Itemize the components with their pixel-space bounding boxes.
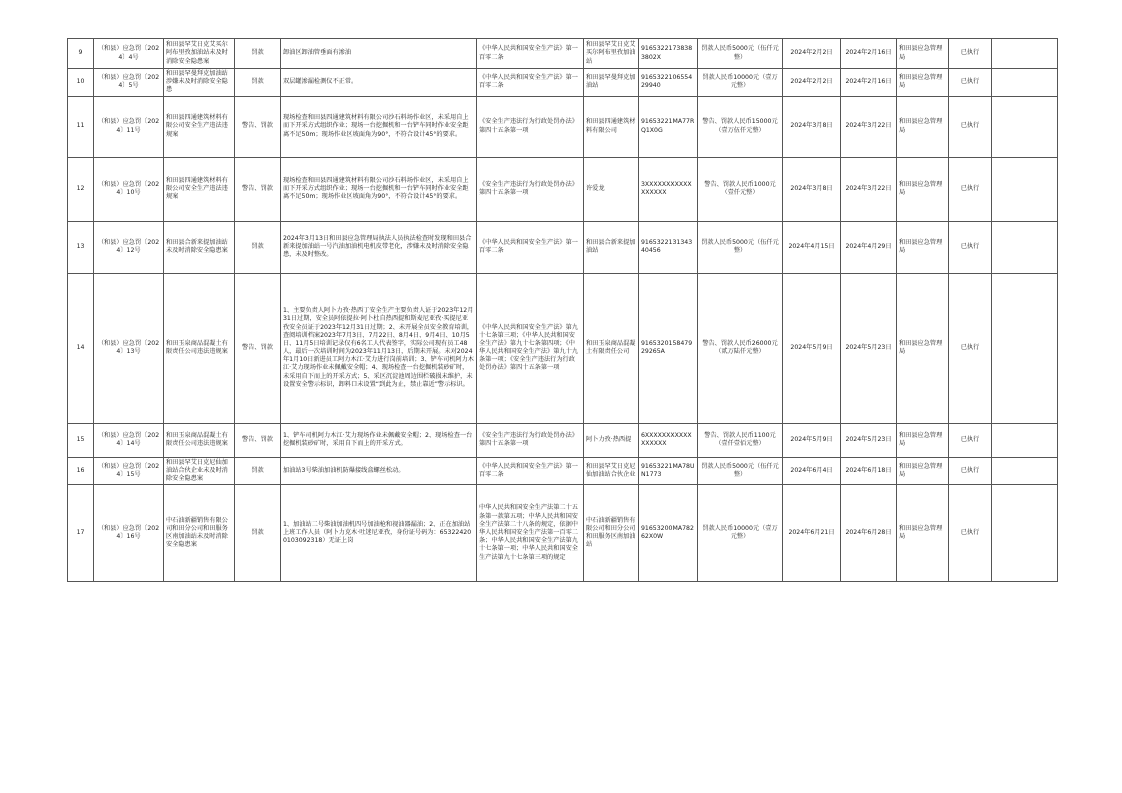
violation-facts: 卸油区卸油管垂面有渗油 bbox=[281, 39, 477, 69]
violation-facts: 2024年3月13日和田县应急管理局执法人员执法检查时发现和田县合新来提加油站一号汽油加油机电机皮带老化，涉嫌未及时消除安全隐患，未及时整改。 bbox=[281, 221, 477, 273]
remarks bbox=[992, 273, 1058, 423]
party-name: 阿卜力孜·热西提 bbox=[584, 423, 639, 457]
execution-status: 已执行 bbox=[949, 457, 992, 485]
table-row bbox=[68, 39, 1058, 69]
legal-basis: 中华人民共和国安全生产法第二十五条第一款第五项；中华人民共和国安全生产法第二十八条的规定，依据中华人民共和国安全生产法第一百零二条；中华人民共和国安全生产法第九十七条第一项；中华人民共和国安全生产法第九十七条第三项的规定 bbox=[477, 485, 584, 582]
case-name: 和田县四通建筑材料有限公司安全生产违法违规案 bbox=[164, 96, 235, 157]
party-name: 和田县罕曼拜克加油站 bbox=[584, 69, 639, 97]
row-number: 14 bbox=[68, 273, 94, 423]
violation-facts: 加油站3号柴油加油机防爆接线盒螺丝松动。 bbox=[281, 457, 477, 485]
credit-code: 916532210655429940 bbox=[639, 69, 698, 97]
table-row bbox=[68, 457, 1058, 485]
penalty-type: 罚款 bbox=[235, 485, 281, 582]
violation-facts: 现场检查和田县四通建筑材料有限公司沙石料场作业区，未采用自上而下开采方式组织作业；现场一台挖掘机和一台铲车同时作业安全距离不足50m；现场作业区坡面角为90°，不符合设计45°的要求。 bbox=[281, 157, 477, 221]
violation-facts: 1、加油站二号柴油加油机四号加油枪和视油器漏油；2、正在加油站上班工作人员（阿卜力克木·吐迷尼亚孜，身份证号码为：653224200103092318）无证上岗 bbox=[281, 485, 477, 582]
execution-status: 已执行 bbox=[949, 96, 992, 157]
penalty-table bbox=[67, 38, 1058, 582]
penalty-content: 警告、罚款人民币1100元（壹仟壹佰元整） bbox=[698, 423, 783, 457]
decision-organ: 和田县应急管理局 bbox=[897, 39, 949, 69]
legal-basis: 《中华人民共和国安全生产法》第一百零二条 bbox=[477, 221, 584, 273]
credit-code: 3XXXXXXXXXXXXXXXXX bbox=[639, 157, 698, 221]
decision-date: 2024年4月15日 bbox=[783, 221, 841, 273]
row-number: 12 bbox=[68, 157, 94, 221]
decision-organ: 和田县应急管理局 bbox=[897, 221, 949, 273]
case-name: 和田县合新来提加油站未及时消除安全隐患案 bbox=[164, 221, 235, 273]
document-number: （和县）应急罚〔2024〕13号 bbox=[94, 273, 164, 423]
case-name: 和田玉泉商品混凝土有限责任公司违法违规案 bbox=[164, 273, 235, 423]
document-number: （和县）应急罚〔2024〕11号 bbox=[94, 96, 164, 157]
remarks bbox=[992, 423, 1058, 457]
penalty-content: 罚款人民币5000元（伍仟元整） bbox=[698, 457, 783, 485]
decision-date: 2024年5月9日 bbox=[783, 423, 841, 457]
table-row bbox=[68, 485, 1058, 582]
party-name: 和田县四通建筑材料有限公司 bbox=[584, 96, 639, 157]
legal-basis: 《安全生产违法行为行政处罚办法》第四十五条第一项 bbox=[477, 96, 584, 157]
decision-date: 2024年3月8日 bbox=[783, 157, 841, 221]
credit-code: 916532015847929265A bbox=[639, 273, 698, 423]
table-row bbox=[68, 273, 1058, 423]
legal-basis: 《中华人民共和国安全生产法》第一百零二条 bbox=[477, 457, 584, 485]
credit-code: 91653221738383802X bbox=[639, 39, 698, 69]
row-number: 13 bbox=[68, 221, 94, 273]
row-number: 11 bbox=[68, 96, 94, 157]
public-date: 2024年2月16日 bbox=[841, 69, 897, 97]
legal-basis: 《中华人民共和国安全生产法》第一百零二条 bbox=[477, 39, 584, 69]
table-row bbox=[68, 423, 1058, 457]
violation-facts: 现场检查和田县四通建筑材料有限公司沙石料场作业区，未采用自上而下开采方式组织作业；现场一台挖掘机和一台铲车同时作业安全距离不足50m；现场作业区坡面角为90°，不符合设计45°的要求。 bbox=[281, 96, 477, 157]
decision-organ: 和田县应急管理局 bbox=[897, 69, 949, 97]
execution-status: 已执行 bbox=[949, 157, 992, 221]
remarks bbox=[992, 157, 1058, 221]
penalty-type: 警告、罚款 bbox=[235, 423, 281, 457]
table-row bbox=[68, 221, 1058, 273]
execution-status: 已执行 bbox=[949, 423, 992, 457]
public-date: 2024年6月28日 bbox=[841, 485, 897, 582]
case-name: 和田县四通建筑材料有限公司安全生产违法违规案 bbox=[164, 157, 235, 221]
case-name: 和田县罕艾日克尼仙加油站合伙企业未及时消除安全隐患案 bbox=[164, 457, 235, 485]
decision-date: 2024年6月4日 bbox=[783, 457, 841, 485]
penalty-type: 警告、罚款 bbox=[235, 157, 281, 221]
decision-date: 2024年5月9日 bbox=[783, 273, 841, 423]
execution-status: 已执行 bbox=[949, 221, 992, 273]
decision-organ: 和田县应急管理局 bbox=[897, 157, 949, 221]
party-name: 和田县合新来提加油站 bbox=[584, 221, 639, 273]
case-name: 和田县罕曼拜克加油站涉嫌未及时消除安全隐患 bbox=[164, 69, 235, 97]
document-number: （和县）应急罚〔2024〕4号 bbox=[94, 39, 164, 69]
party-name: 和田县罕艾日克尼仙加油站合伙企业 bbox=[584, 457, 639, 485]
case-name: 中石油新疆销售有限公司和田分公司和田服务区南加油站未及时消除安全隐患案 bbox=[164, 485, 235, 582]
legal-basis: 《中华人民共和国安全生产法》第一百零二条 bbox=[477, 69, 584, 97]
case-name: 和田县罕艾日克艾买尔阿布里孜加油站未及时消除安全隐患案 bbox=[164, 39, 235, 69]
penalty-type: 警告、罚款 bbox=[235, 273, 281, 423]
credit-code: 6XXXXXXXXXXXXXXXXX bbox=[639, 423, 698, 457]
party-name: 和田县罕艾日克艾买尔阿布里孜加油站 bbox=[584, 39, 639, 69]
remarks bbox=[992, 457, 1058, 485]
remarks bbox=[992, 96, 1058, 157]
penalty-type: 警告、罚款 bbox=[235, 96, 281, 157]
public-date: 2024年6月18日 bbox=[841, 457, 897, 485]
decision-date: 2024年2月2日 bbox=[783, 69, 841, 97]
case-name: 和田玉泉商品混凝土有限责任公司违法违规案 bbox=[164, 423, 235, 457]
credit-code: 91653200MA78262X0W bbox=[639, 485, 698, 582]
penalty-content: 警告、罚款人民币26000元（贰万陆仟元整） bbox=[698, 273, 783, 423]
penalty-content: 警告、罚款人民币1000元（壹仟元整） bbox=[698, 157, 783, 221]
decision-date: 2024年2月2日 bbox=[783, 39, 841, 69]
public-date: 2024年3月22日 bbox=[841, 96, 897, 157]
execution-status: 已执行 bbox=[949, 273, 992, 423]
credit-code: 916532213134340456 bbox=[639, 221, 698, 273]
credit-code: 91653221MA78UN1773 bbox=[639, 457, 698, 485]
penalty-type: 罚款 bbox=[235, 69, 281, 97]
table-row bbox=[68, 96, 1058, 157]
penalty-content: 罚款人民币10000元（壹万元整） bbox=[698, 69, 783, 97]
execution-status: 已执行 bbox=[949, 39, 992, 69]
public-date: 2024年5月23日 bbox=[841, 273, 897, 423]
decision-organ: 和田县应急管理局 bbox=[897, 457, 949, 485]
row-number: 15 bbox=[68, 423, 94, 457]
public-date: 2024年3月22日 bbox=[841, 157, 897, 221]
document-number: （和县）应急罚〔2024〕16号 bbox=[94, 485, 164, 582]
party-name: 和田玉泉商品混凝土有限责任公司 bbox=[584, 273, 639, 423]
document-number: （和县）应急罚〔2024〕10号 bbox=[94, 157, 164, 221]
legal-basis: 《安全生产违法行为行政处罚办法》第四十五条第一项 bbox=[477, 423, 584, 457]
credit-code: 91653221MA77RQ1X0G bbox=[639, 96, 698, 157]
table-row bbox=[68, 69, 1058, 97]
penalty-type: 罚款 bbox=[235, 39, 281, 69]
decision-organ: 和田县应急管理局 bbox=[897, 485, 949, 582]
decision-date: 2024年3月8日 bbox=[783, 96, 841, 157]
remarks bbox=[992, 39, 1058, 69]
document-number: （和县）应急罚〔2024〕15号 bbox=[94, 457, 164, 485]
penalty-type: 罚款 bbox=[235, 221, 281, 273]
party-name: 许爱龙 bbox=[584, 157, 639, 221]
decision-organ: 和田县应急管理局 bbox=[897, 273, 949, 423]
document-number: （和县）应急罚〔2024〕14号 bbox=[94, 423, 164, 457]
penalty-content: 罚款人民币10000元（壹万元整） bbox=[698, 485, 783, 582]
public-date: 2024年5月23日 bbox=[841, 423, 897, 457]
decision-organ: 和田县应急管理局 bbox=[897, 96, 949, 157]
execution-status: 已执行 bbox=[949, 485, 992, 582]
document-number: （和县）应急罚〔2024〕5号 bbox=[94, 69, 164, 97]
public-date: 2024年4月29日 bbox=[841, 221, 897, 273]
remarks bbox=[992, 69, 1058, 97]
remarks bbox=[992, 485, 1058, 582]
penalty-content: 罚款人民币5000元（伍仟元整） bbox=[698, 39, 783, 69]
public-date: 2024年2月16日 bbox=[841, 39, 897, 69]
remarks bbox=[992, 221, 1058, 273]
row-number: 17 bbox=[68, 485, 94, 582]
penalty-content: 罚款人民币5000元（伍仟元整） bbox=[698, 221, 783, 273]
violation-facts: 1、铲车司机阿力木江·艾力现场作业未佩戴安全帽；2、现场检查一台挖掘机装砂矿时，采用自下而上的开采方式。 bbox=[281, 423, 477, 457]
row-number: 9 bbox=[68, 39, 94, 69]
violation-facts: 双层罐渗漏检测仪不正常。 bbox=[281, 69, 477, 97]
penalty-type: 罚款 bbox=[235, 457, 281, 485]
legal-basis: 《中华人民共和国安全生产法》第九十七条第三项；《中华人民共和国安全生产法》第九十七条第四项；《中华人民共和国安全生产法》第九十九条第一项；《安全生产违法行为行政处罚办法》第四十五条第一项 bbox=[477, 273, 584, 423]
decision-date: 2024年6月21日 bbox=[783, 485, 841, 582]
row-number: 10 bbox=[68, 69, 94, 97]
penalty-content: 警告、罚款人民币15000元（壹万伍仟元整） bbox=[698, 96, 783, 157]
row-number: 16 bbox=[68, 457, 94, 485]
legal-basis: 《安全生产违法行为行政处罚办法》第四十五条第一项 bbox=[477, 157, 584, 221]
decision-organ: 和田县应急管理局 bbox=[897, 423, 949, 457]
violation-facts: 1、主要负责人阿卜力孜·热西丁安全生产主要负责人证于2023年12月31日过期，安全员阿依提拉·阿卜杜自热西提和斯麦尼亚孜·买提尼亚孜安全员证于2023年12月31日过期；2、未开展全员安全教育培训，查阅培训档案2023年7月3日、7月22日、8月4日、9月4日、10月5日、11月5日培训记录仅有6名工人代表签字，实际公司现有员工48人，最后一次培训时间为2023年11月13日，后期未开展。未对2024年1月10日新进员工阿力木江·艾力进行岗前培训；3、铲车司机阿力木江·艾力现场作业未佩戴安全帽；4、现场检查一台挖掘机装砂矿时，未采用自下而上的开采方式；5、采区沉淀池周边围栏破损未维护，未设置安全警示标识，卸料口未设置“到此为止，禁止靠近”警示标识。 bbox=[281, 273, 477, 423]
party-name: 中石油新疆销售有限公司和田分公司和田服务区南加油站 bbox=[584, 485, 639, 582]
document-number: （和县）应急罚〔2024〕12号 bbox=[94, 221, 164, 273]
execution-status: 已执行 bbox=[949, 69, 992, 97]
table-row bbox=[68, 157, 1058, 221]
